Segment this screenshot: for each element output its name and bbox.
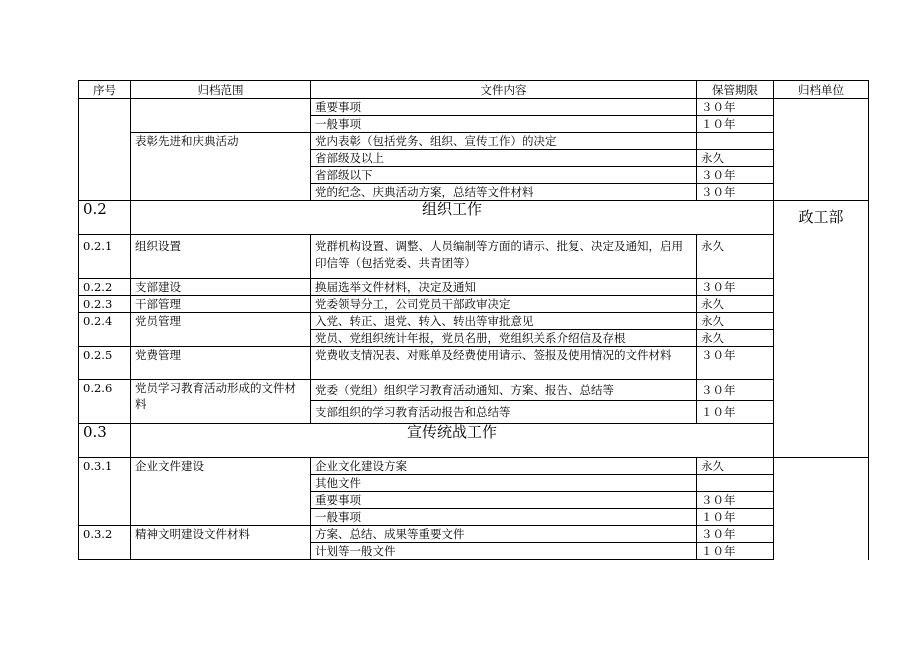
cell-scope: 精神文明建设文件材料 <box>131 526 311 560</box>
table-row <box>79 133 869 150</box>
cell-content: 一般事项 <box>311 509 697 526</box>
cell-seq: 0.2.2 <box>79 279 131 296</box>
archive-retention-table <box>78 80 869 560</box>
cell-content: 重要事项 <box>311 492 697 509</box>
header-seq: 序号 <box>79 81 131 99</box>
cell-period: １０年 <box>697 509 774 526</box>
table-row <box>79 347 869 380</box>
section-header-row <box>79 424 869 458</box>
header-content: 文件内容 <box>311 81 697 99</box>
section-seq: 0.2 <box>79 201 131 235</box>
cell-period: ３０年 <box>697 184 774 201</box>
cell-content: 支部组织的学习教育活动报告和总结等 <box>311 401 697 424</box>
cell-scope: 表彰先进和庆典活动 <box>131 133 311 201</box>
cell-content: 党群机构设置、调整、人员编制等方面的请示、批复、决定及通知，启用印信等（包括党委、共青团等） <box>311 235 697 279</box>
cell-content: 省部级以下 <box>311 167 697 184</box>
section-title: 宣传统战工作 <box>131 424 774 458</box>
cell-content: 换届选举文件材料，决定及通知 <box>311 279 697 296</box>
table-row <box>79 313 869 330</box>
table-row <box>79 526 869 543</box>
section-unit: 政工部 <box>774 201 869 458</box>
table-row <box>79 458 869 475</box>
cell-scope: 企业文件建设 <box>131 458 311 526</box>
table-row <box>79 279 869 296</box>
cell-seq: 0.3.1 <box>79 458 131 526</box>
cell-content: 党内表彰（包括党务、组织、宣传工作）的决定 <box>311 133 697 150</box>
cell-content: 入党、转正、退党、转入、转出等审批意见 <box>311 313 697 330</box>
table-row <box>79 99 869 116</box>
cell-period: 永久 <box>697 330 774 347</box>
cell-period: ３０年 <box>697 99 774 116</box>
cell-scope <box>131 99 311 133</box>
cell-content: 党员、党组织统计年报，党员名册，党组织关系介绍信及存根 <box>311 330 697 347</box>
cell-content: 党委领导分工，公司党员干部政审决定 <box>311 296 697 313</box>
cell-seq: 0.2.6 <box>79 380 131 424</box>
cell-content: 党委（党组）组织学习教育活动通知、方案、报告、总结等 <box>311 380 697 401</box>
cell-period <box>697 475 774 492</box>
cell-content: 党费收支情况表、对账单及经费使用请示、签报及使用情况的文件材料 <box>311 347 697 380</box>
cell-period: １０年 <box>697 116 774 133</box>
cell-scope: 党员管理 <box>131 313 311 347</box>
cell-period <box>697 133 774 150</box>
header-unit: 归档单位 <box>774 81 869 99</box>
section-header-row <box>79 201 869 235</box>
cell-period: 永久 <box>697 296 774 313</box>
cell-content: 重要事项 <box>311 99 697 116</box>
cell-period: ３０年 <box>697 167 774 184</box>
cell-seq: 0.3.2 <box>79 526 131 560</box>
cell-content: 一般事项 <box>311 116 697 133</box>
cell-period: 永久 <box>697 150 774 167</box>
section-seq: 0.3 <box>79 424 131 458</box>
cell-period: １０年 <box>697 543 774 560</box>
cell-unit <box>774 99 869 201</box>
cell-content: 企业文化建设方案 <box>311 458 697 475</box>
cell-seq: 0.2.5 <box>79 347 131 380</box>
cell-period: １０年 <box>697 401 774 424</box>
cell-period: 永久 <box>697 235 774 279</box>
cell-period: ３０年 <box>697 526 774 543</box>
table-row <box>79 235 869 279</box>
cell-seq <box>79 99 131 201</box>
cell-period: ３０年 <box>697 347 774 380</box>
cell-scope: 组织设置 <box>131 235 311 279</box>
cell-seq: 0.2.1 <box>79 235 131 279</box>
cell-period: 永久 <box>697 313 774 330</box>
header-scope: 归档范围 <box>131 81 311 99</box>
cell-period: ３０年 <box>697 279 774 296</box>
cell-period: ３０年 <box>697 380 774 401</box>
cell-content: 计划等一般文件 <box>311 543 697 560</box>
cell-seq: 0.2.4 <box>79 313 131 347</box>
header-period: 保管期限 <box>697 81 774 99</box>
table-row <box>79 296 869 313</box>
cell-period: ３０年 <box>697 492 774 509</box>
cell-content: 方案、总结、成果等重要文件 <box>311 526 697 543</box>
cell-seq: 0.2.3 <box>79 296 131 313</box>
cell-scope: 支部建设 <box>131 279 311 296</box>
cell-period: 永久 <box>697 458 774 475</box>
cell-content: 党的纪念、庆典活动方案，总结等文件材料 <box>311 184 697 201</box>
cell-content: 省部级及以上 <box>311 150 697 167</box>
cell-content: 其他文件 <box>311 475 697 492</box>
section-title: 组织工作 <box>131 201 774 235</box>
table-header-row <box>79 81 869 99</box>
table-row <box>79 380 869 401</box>
cell-scope: 党费管理 <box>131 347 311 380</box>
cell-scope: 党员学习教育活动形成的文件材料 <box>131 380 311 424</box>
cell-scope: 干部管理 <box>131 296 311 313</box>
